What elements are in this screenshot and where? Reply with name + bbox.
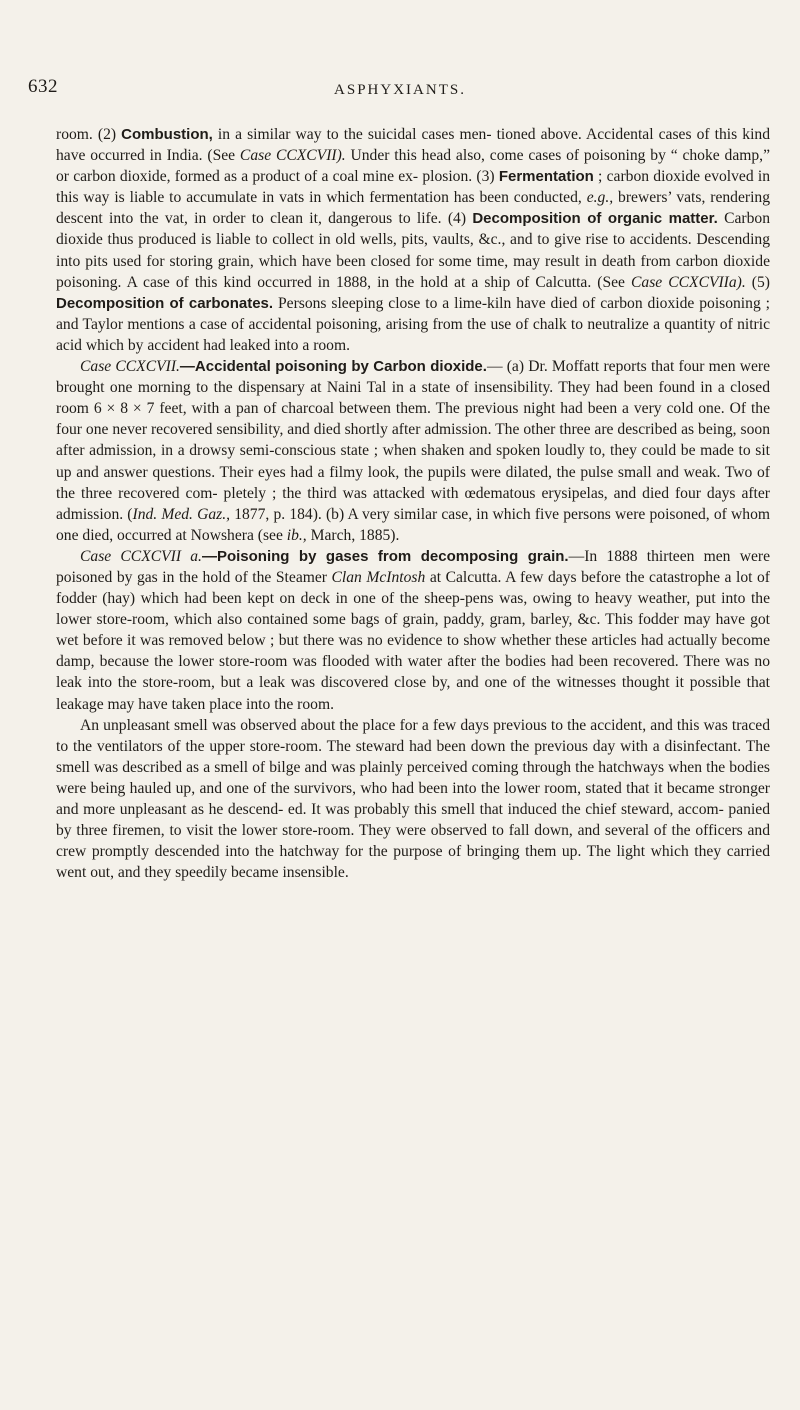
heading-decomposition-organic: Decomposition of organic matter. (472, 210, 718, 228)
paragraph-causes: room. (2) Combustion, in a similar way to the suicidal cases men- tioned above. Accidental cases of this kind have occurred in India. (See Case CCXCVII). Under this head also, come cases of poisoning by “ choke damp,” or carbon dioxide, formed as a product of a coal mine ex- plosion. (3) Fermentation ; carbon dioxide evolved in this way is liable to accumulate in vats in which fermentation has been conducted, e.g., brewers’ vats, rendering descent into the vat, in order to clean it, dangerous to life. (4) Decomposition of organic matter. Carbon dioxide thus produced is liable to collect in old wells, pits, vaults, &c., and to give rise to accidents. Descending into pits used for storing grain, which have been closed for some time, may result in death from carbon dioxide poisoning. A case of this kind occurred in 1888, in the hold at a ship of Calcutta. (See Case CCXCVIIa). (5) Decomposition of carbonates. Persons sleeping close to a lime-kiln have died of carbon dioxide poisoning ; and Taylor mentions a case of accidental poisoning, arising from the use of chalk to neutralize a quantity of nitric acid which by accident had leaked into a room. (56, 126, 770, 354)
heading-decomposition-carbonates: Decomposition of carbonates. (56, 294, 274, 312)
heading-fermentation: Fermentation (498, 168, 594, 186)
case-heading: —Accidental poisoning by Carbon dioxide. (179, 358, 487, 376)
paragraph-case-ccxcvii: Case CCXCVII.—Accidental poisoning by Carbon dioxide.— (a) Dr. Moffatt reports that four men were brought one morning to the dispensary at Naini Tal in a state of insensibility. They had been found in a closed room 6 × 8 × 7 feet, with a pan of charcoal between them. The previous night had been a very cold one. Of the four one never recovered sensibility, and died shortly after admission. The other three are described as being, soon after admission, in a drowsy semi-conscious state ; when shaken and spoken loudly to, they could be made to sit up and answer questions. Their eyes had a filmy look, the pupils were dilated, the pulse small and weak. Two of the three recovered com- pletely ; the third was attacked with œdematous erysipelas, and died four days after admission. (Ind. Med. Gaz., 1877, p. 184). (b) A very similar case, in which five persons were poisoned, of whom one died, occurred at Nowshera (see ib., March, 1885). (56, 358, 771, 544)
body-text (56, 124, 770, 883)
paragraph-case-ccxcvii-a: Case CCXCVII a.—Poisoning by gases from decomposing grain.—In 1888 thirteen men were poisoned by gas in the hold of the Steamer Clan McIntosh at Calcutta. A few days before the catastrophe a lot of fodder (hay) which had been kept on deck in one of the sheep-pens was, owing to heavy weather, put into the lower store-room, which also contained some bags of grain, paddy, gram, barley, &c. This fodder may have got wet before it was removed below ; but there was no evidence to show whether these articles had actually become damp, because the lower store-room was flooded with water after the bodies had been recovered. There was no leak into the store-room, but a leak was discovered close by, and one of the witnesses thought it possible that leakage may have taken place into the room. (56, 547, 770, 713)
citation: Ind. Med. Gaz., (132, 505, 231, 523)
case-reference: Case CCXCVII). (239, 147, 346, 165)
running-head: ASPHYXIANTS. (334, 82, 466, 98)
case-title: Case CCXCVII a. (80, 547, 202, 565)
case-reference: Case CCXCVIIa). (631, 273, 746, 291)
case-title: Case CCXCVII. (80, 358, 180, 376)
page-number: 632 (28, 76, 58, 97)
paragraph-smell: An unpleasant smell was observed about the place for a few days previous to the accident, and this was traced to the ventilators of the upper store-room. The steward had been down the previous day with a disinfectant. The smell was described as a smell of bilge and was plainly perceived coming through the hatchways when the bodies were being hauled up, and one of the survivors, who had been into the lower room, stated that it became stronger and more unpleasant as he descend- ed. It was probably this smell that induced the chief steward, accom- panied by three firemen, to visit the lower store-room. They were observed to fall down, and several of the officers and crew promptly descended into the hatchway for the purpose of bringing them up. The light which they carried went out, and they speedily became insensible. (56, 716, 770, 882)
ship-name: Clan McIntosh (331, 568, 426, 586)
case-heading: —Poisoning by gases from decomposing grain. (201, 547, 569, 565)
heading-combustion: Combustion, (121, 126, 213, 143)
